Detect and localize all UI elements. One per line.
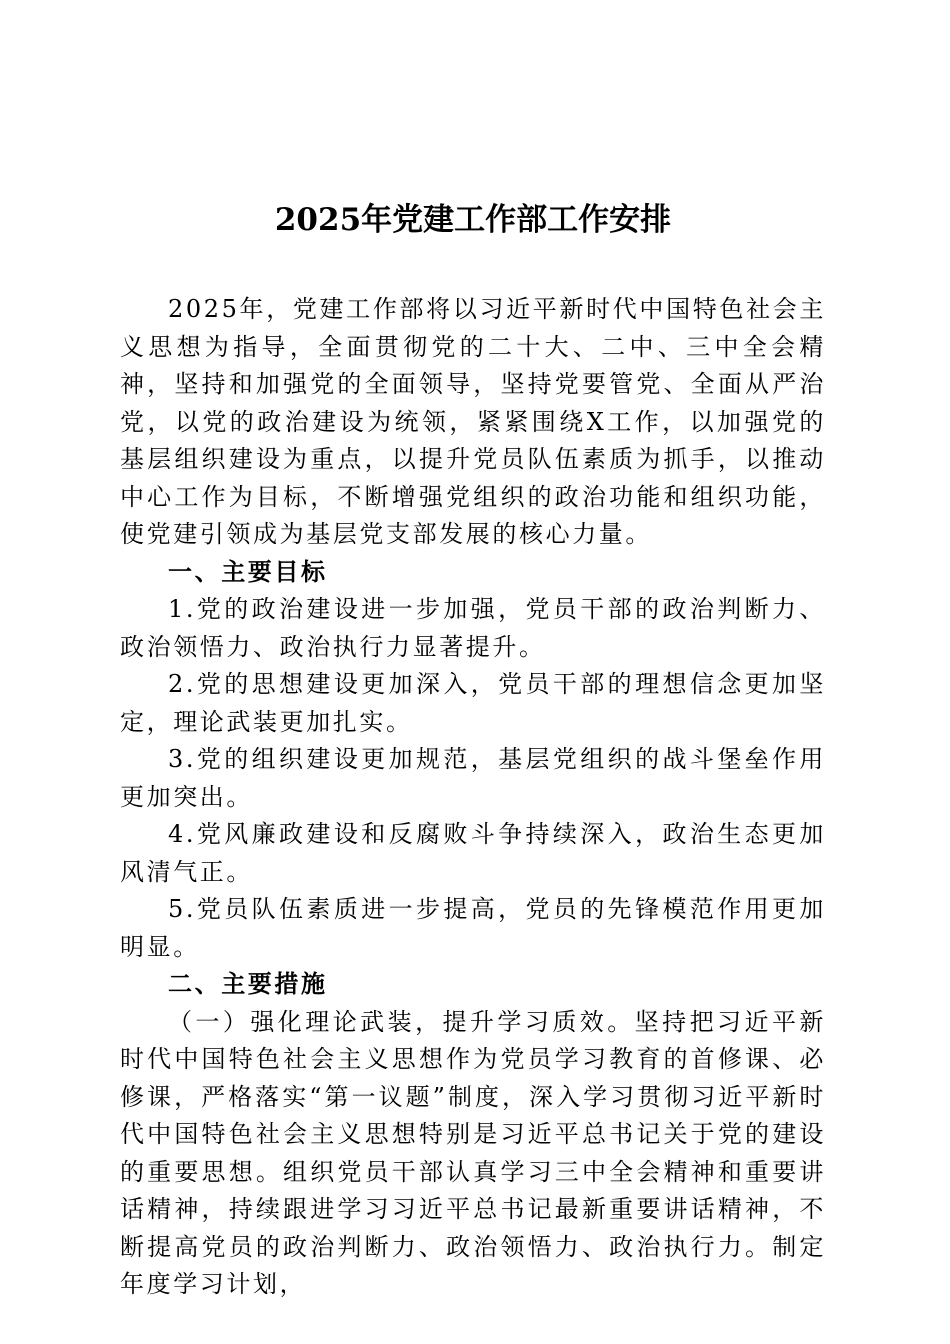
intro-paragraph: 2025年，党建工作部将以习近平新时代中国特色社会主义思想为指导，全面贯彻党的二十大、二中、三中全会精神，坚持和加强党的全面领导，坚持党要管党、全面从严治党，以党的政治建设为统领，紧紧围绕X工作，以加强党的基层组织建设为重点，以提升党员队伍素质为抓手，以推动中心工作为目标，不断增强党组织的政治功能和组织功能，使党建引领成为基层党支部发展的核心力量。: [120, 295, 826, 548]
document-body: [120, 291, 826, 1304]
section-heading-goals: 一、主要目标: [168, 557, 328, 586]
goal-item-5: 5.党员队伍素质进一步提高，党员的先锋模范作用更加明显。: [120, 895, 826, 961]
measure-paragraph-1: （一）强化理论武装，提升学习质效。坚持把习近平新时代中国特色社会主义思想作为党员学习教育的首修课、必修课，严格落实“第一议题”制度，深入学习贯彻习近平新时代中国特色社会主义思想特别是习近平总书记关于党的建设的重要思想。组织党员干部认真学习三中全会精神和重要讲话精神，持续跟进学习习近平总书记最新重要讲话精神，不断提高党员的政治判断力、政治领悟力、政治执行力。制定年度学习计划，: [120, 1007, 826, 1298]
goal-item-1: 1.党的政治建设进一步加强，党员干部的政治判断力、政治领悟力、政治执行力显著提升。: [120, 595, 826, 661]
goal-item-2: 2.党的思想建设更加深入，党员干部的理想信念更加坚定，理论武装更加扎实。: [120, 670, 826, 736]
goal-item-3: 3.党的组织建设更加规范，基层党组织的战斗堡垒作用更加突出。: [120, 745, 826, 811]
section-heading-measures: 二、主要措施: [168, 970, 328, 998]
goal-item-4: 4.党风廉政建设和反腐败斗争持续深入，政治生态更加风清气正。: [120, 820, 826, 886]
document-title: 2025年党建工作部工作安排: [274, 202, 672, 238]
